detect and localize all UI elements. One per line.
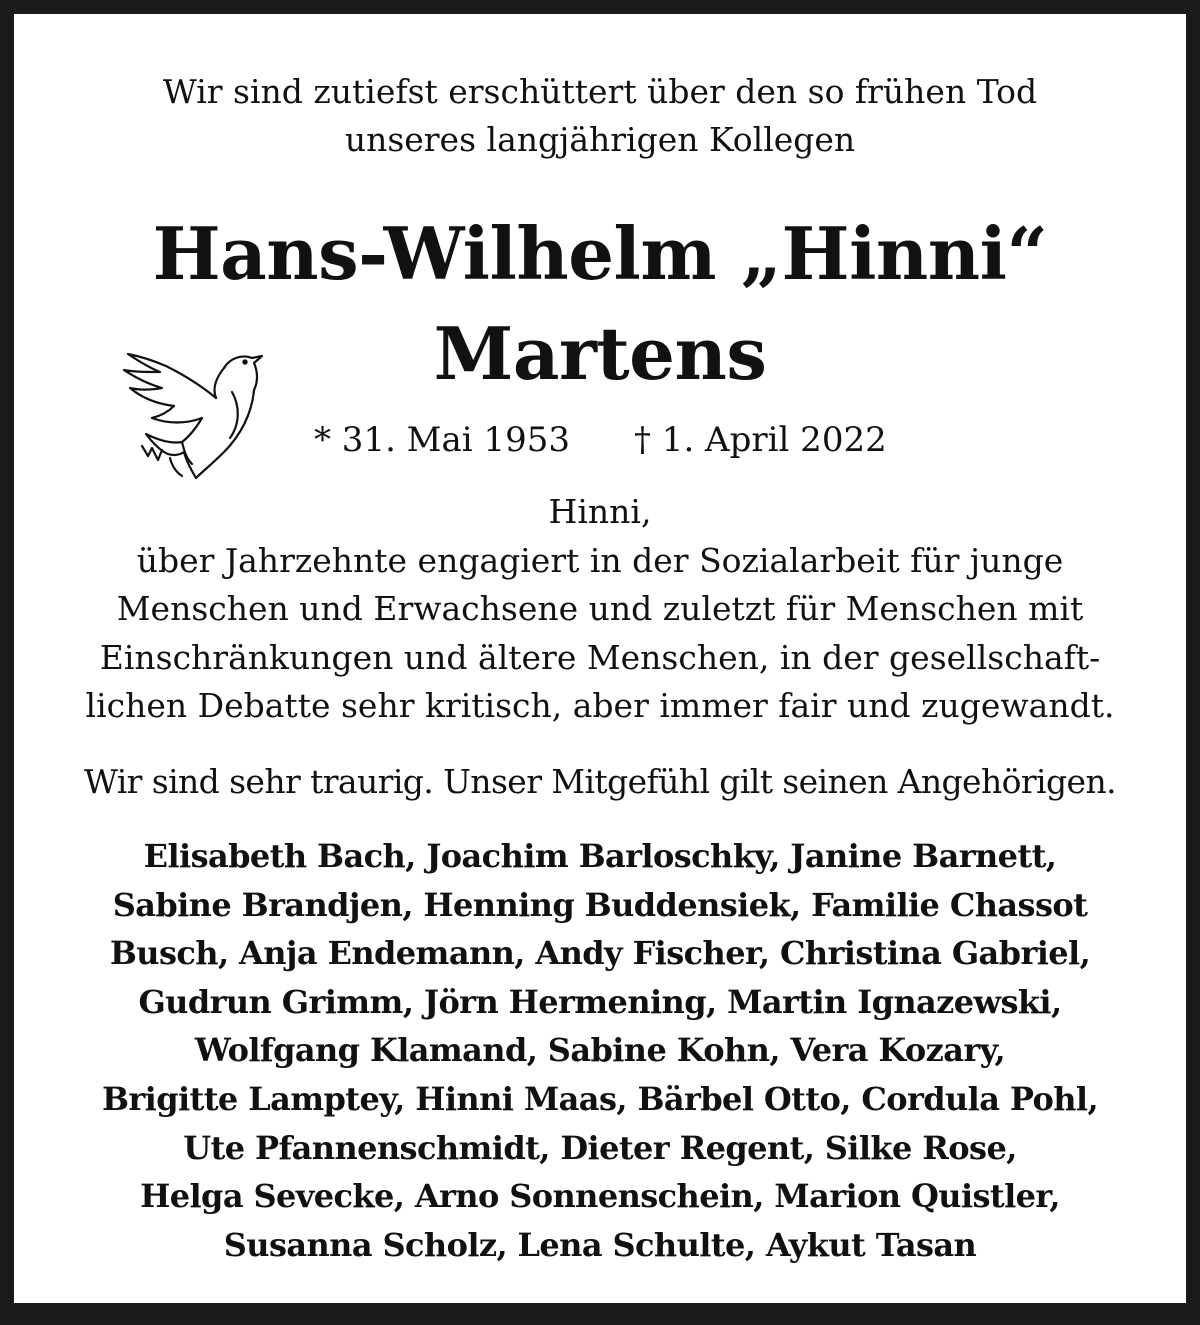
intro-line: unseres langjährigen Kollegen [344, 120, 856, 159]
signatory-line: Susanna Scholz, Lena Schulte, Aykut Tasan [223, 1225, 977, 1264]
tribute-line: lichen Debatte sehr kritisch, aber immer fair und zugewandt. [85, 686, 1115, 725]
signatory-line: Gudrun Grimm, Jörn Hermening, Martin Ignazewski, [138, 982, 1062, 1021]
sympathy-statement: Wir sind sehr traurig. Unser Mitgefühl gilt seinen Angehörigen. [83, 762, 1117, 801]
signatories [14, 832, 1186, 1269]
dove-icon [112, 332, 272, 482]
signatory-line: Sabine Brandjen, Henning Buddensiek, Familie Chassot [112, 885, 1088, 924]
obituary-notice [14, 14, 1186, 1303]
tribute-line: Einschränkungen und ältere Menschen, in der gesellschaft- [99, 637, 1101, 677]
tribute-line: Menschen und Erwachsene und zuletzt für Menschen mit [116, 589, 1084, 628]
signatory-line: Busch, Anja Endemann, Andy Fischer, Christina Gabriel, [109, 934, 1091, 973]
tribute-line: Hinni, [548, 492, 652, 531]
tribute-message [14, 488, 1186, 731]
signatory-line: Brigitte Lamptey, Hinni Maas, Bärbel Otto, Cordula Pohl, [101, 1079, 1099, 1118]
death-date: † 1. April 2022 [634, 420, 887, 460]
birth-date: * 31. Mai 1953 [314, 420, 570, 460]
signatory-line: Wolfgang Klamand, Sabine Kohn, Vera Kozary, [194, 1031, 1006, 1070]
deceased-name-line: Martens [433, 311, 767, 396]
signatory-line: Elisabeth Bach, Joachim Barloschky, Janine Barnett, [143, 837, 1057, 875]
intro-line: Wir sind zutiefst erschüttert über den so frühen Tod [162, 72, 1038, 111]
intro-text [14, 68, 1186, 164]
deceased-name-line: Hans-Wilhelm „Hinni“ [152, 211, 1048, 296]
tribute-line: über Jahrzehnte engagiert in der Sozialarbeit für junge [136, 540, 1064, 580]
signatory-line: Ute Pfannenschmidt, Dieter Regent, Silke Rose, [183, 1128, 1017, 1167]
signatory-line: Helga Sevecke, Arno Sonnenschein, Marion Quistler, [140, 1177, 1060, 1216]
